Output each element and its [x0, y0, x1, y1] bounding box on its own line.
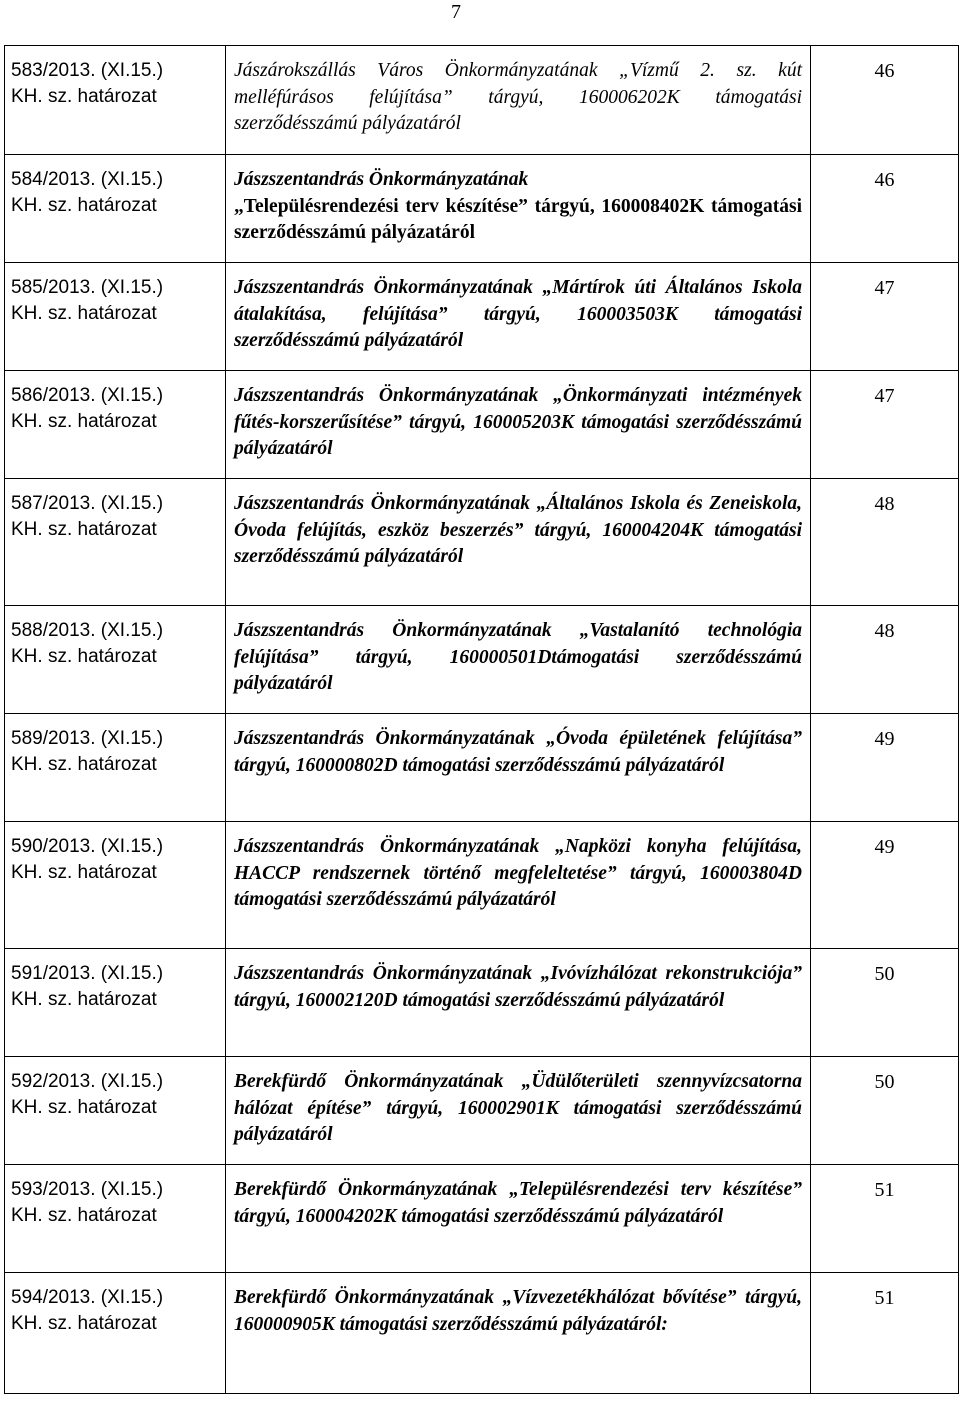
- description-text: Jászszentandrás Önkormányzatának „Napközi konyha felújítása, HACCP rendszernek történő megfeleltetése” tárgyú, 160003804D támogatási szerződésszámú pályázatáról: [234, 836, 802, 910]
- table-row: [5, 479, 959, 606]
- resolution-cell: [5, 949, 226, 1057]
- page-number: 7: [451, 1, 461, 23]
- resolution-type: KH. sz. határozat: [11, 646, 157, 667]
- description-cell: [226, 1057, 811, 1165]
- resolution-cell: [5, 46, 226, 155]
- description-cell: [226, 155, 811, 263]
- resolution-cell: [5, 155, 226, 263]
- resolution-index-table: [4, 45, 959, 1394]
- page-ref: 49: [811, 822, 959, 949]
- table-row: [5, 822, 959, 949]
- resolution-number: 583/2013. (XI.15.): [11, 60, 164, 81]
- page-ref: 47: [811, 263, 959, 371]
- resolution-type: KH. sz. határozat: [11, 1097, 157, 1118]
- description-text: Jászszentandrás Önkormányzatának „Általános Iskola és Zeneiskola, Óvoda felújítás, eszköz beszerzés” tárgyú, 160004204K támogatási szerződésszámú pályázatáról: [234, 493, 802, 567]
- resolution-cell: [5, 606, 226, 714]
- description-cell: [226, 949, 811, 1057]
- table-body: [5, 46, 959, 1394]
- resolution-number: 587/2013. (XI.15.): [11, 493, 164, 514]
- table-row: [5, 263, 959, 371]
- resolution-cell: [5, 371, 226, 479]
- resolution-cell: [5, 822, 226, 949]
- page-ref: 46: [811, 155, 959, 263]
- page-ref: 50: [811, 1057, 959, 1165]
- page-ref: 46: [811, 46, 959, 155]
- table-row: [5, 1273, 959, 1394]
- table-row: [5, 606, 959, 714]
- resolution-cell: [5, 263, 226, 371]
- table-row: [5, 714, 959, 822]
- description-text: Jászszentandrás Önkormányzatának: [234, 169, 529, 190]
- resolution-type: KH. sz. határozat: [11, 195, 157, 216]
- page-ref: 49: [811, 714, 959, 822]
- resolution-number: 584/2013. (XI.15.): [11, 169, 164, 190]
- description-cell: [226, 822, 811, 949]
- resolution-cell: [5, 1273, 226, 1394]
- resolution-cell: [5, 1165, 226, 1273]
- page-ref: 51: [811, 1165, 959, 1273]
- resolution-type: KH. sz. határozat: [11, 1313, 157, 1334]
- description-cell: [226, 606, 811, 714]
- resolution-number: 594/2013. (XI.15.): [11, 1287, 164, 1308]
- description-cell: [226, 714, 811, 822]
- description-text: Berekfürdő Önkormányzatának „Üdülőterületi szennyvízcsatorna hálózat építése” tárgyú, 160002901K támogatási szerződésszámú pályázatáról: [234, 1071, 802, 1145]
- description-cell: [226, 263, 811, 371]
- description-text: Jászszentandrás Önkormányzatának „Ivóvízhálózat rekonstrukciója” tárgyú, 160002120D támogatási szerződésszámú pályázatáról: [234, 963, 802, 1011]
- page-ref: 47: [811, 371, 959, 479]
- description-text: Berekfürdő Önkormányzatának „Településrendezési terv készítése” tárgyú, 160004202K támogatási szerződésszámú pályázatáról: [234, 1179, 802, 1227]
- resolution-number: 588/2013. (XI.15.): [11, 620, 164, 641]
- resolution-type: KH. sz. határozat: [11, 86, 157, 107]
- resolution-type: KH. sz. határozat: [11, 862, 157, 883]
- resolution-number: 586/2013. (XI.15.): [11, 385, 164, 406]
- resolution-type: KH. sz. határozat: [11, 303, 157, 324]
- page-ref: 51: [811, 1273, 959, 1394]
- table-row: [5, 949, 959, 1057]
- table-row: [5, 1165, 959, 1273]
- description-text: Jászszentandrás Önkormányzatának „Mártírok úti Általános Iskola átalakítása, felújítása” tárgyú, 160003503K támogatási szerződésszámú pályázatáról: [234, 277, 802, 351]
- resolution-type: KH. sz. határozat: [11, 1205, 157, 1226]
- resolution-cell: [5, 1057, 226, 1165]
- resolution-number: 590/2013. (XI.15.): [11, 836, 164, 857]
- description-cell: [226, 1273, 811, 1394]
- description-text: Jászszentandrás Önkormányzatának „Vastalanító technológia felújítása” tárgyú, 160000501Dtámogatási szerződésszámú pályázatáról: [234, 620, 802, 694]
- page-ref: 50: [811, 949, 959, 1057]
- resolution-number: 589/2013. (XI.15.): [11, 728, 164, 749]
- resolution-number: 592/2013. (XI.15.): [11, 1071, 164, 1092]
- resolution-type: KH. sz. határozat: [11, 519, 157, 540]
- table-row: [5, 371, 959, 479]
- description-text: Jászszentandrás Önkormányzatának „Óvoda épületének felújítása” tárgyú, 160000802D támogatási szerződésszámú pályázatáról: [234, 728, 802, 776]
- page-ref: 48: [811, 606, 959, 714]
- table-row: [5, 155, 959, 263]
- description-cell: [226, 371, 811, 479]
- resolution-cell: [5, 714, 226, 822]
- resolution-type: KH. sz. határozat: [11, 754, 157, 775]
- description-cell: [226, 479, 811, 606]
- table-row: [5, 1057, 959, 1165]
- resolution-cell: [5, 479, 226, 606]
- description-text: Jászárokszállás Város Önkormányzatának „Vízmű 2. sz. kút melléfúrásos felújítása” tárgyú, 160006202K támogatási szerződésszámú pályázatáról: [234, 60, 802, 134]
- description-text: Jászszentandrás Önkormányzatának „Önkormányzati intézmények fűtés-korszerűsítése” tárgyú, 160005203K támogatási szerződésszámú pályázatáról: [234, 385, 802, 459]
- resolution-type: KH. sz. határozat: [11, 989, 157, 1010]
- description-cell: [226, 1165, 811, 1273]
- table-row: [5, 46, 959, 155]
- description-text: Berekfürdő Önkormányzatának „Vízvezetékhálózat bővítése” tárgyú, 160000905K támogatási szerződésszámú pályázatáról:: [234, 1287, 802, 1335]
- resolution-number: 591/2013. (XI.15.): [11, 963, 164, 984]
- resolution-number: 585/2013. (XI.15.): [11, 277, 164, 298]
- description-cell: [226, 46, 811, 155]
- description-text-continued: „Településrendezési terv készítése” tárgyú, 160008402K támogatási szerződésszámú pályázatáról: [234, 195, 802, 243]
- resolution-type: KH. sz. határozat: [11, 411, 157, 432]
- page-ref: 48: [811, 479, 959, 606]
- resolution-number: 593/2013. (XI.15.): [11, 1179, 164, 1200]
